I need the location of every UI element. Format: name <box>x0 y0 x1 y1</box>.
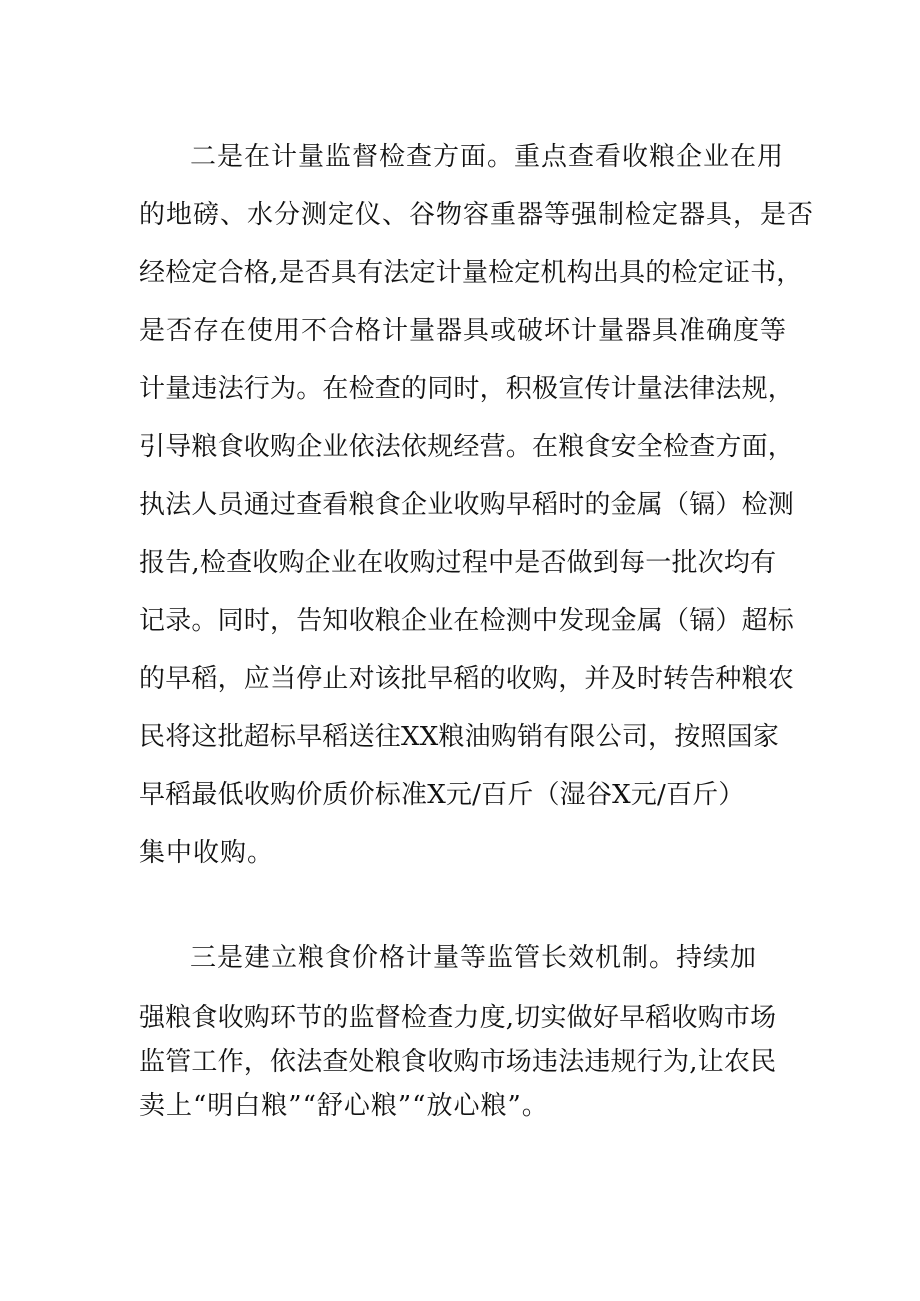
text-line: 集中收购。 <box>139 838 275 868</box>
text-line: 引导粮食收购企业依法依规经营。在粮食安全检查方面， <box>139 432 795 462</box>
text-line: 计量违法行为。在检查的同时，积极宣传计量法律法规， <box>139 374 795 404</box>
text-line: 记录。同时，告知收粮企业在检测中发现金属（镉）超标 <box>139 606 795 636</box>
text-line: 早稻最低收购价质价标准X元/百斤（湿谷X元/百斤） <box>139 780 745 810</box>
text-line: 经检定合格,是否具有法定计量检定机构出具的检定证书， <box>139 258 803 288</box>
text-line: 报告,检查收购企业在收购过程中是否做到每一批次均有 <box>139 548 777 578</box>
text-line: 的地磅、水分测定仪、谷物容重器等强制检定器具，是否 <box>139 200 815 230</box>
text-line: 卖上“明白粮”“舒心粮”“放心粮”。 <box>139 1091 549 1121</box>
text-line: 的早稻，应当停止对该批早稻的收购，并及时转告种粮农 <box>139 664 795 694</box>
text-line: 民将这批超标早稻送往XX粮油购销有限公司，按照国家 <box>139 722 780 752</box>
text-line: 二是在计量监督检查方面。重点查看收粮企业在用 <box>190 142 785 172</box>
text-line: 监管工作，依法查处粮食收购市场违法违规行为,让农民 <box>139 1047 777 1077</box>
text-line: 是否存在使用不合格计量器具或破坏计量器具准确度等 <box>139 316 788 346</box>
text-line: 三是建立粮食价格计量等监管长效机制。持续加 <box>190 943 758 973</box>
text-line: 强粮食收购环节的监督检查力度,切实做好早稻收购市场 <box>139 1003 777 1033</box>
text-line: 执法人员通过查看粮食企业收购早稻时的金属（镉）检测 <box>139 490 795 520</box>
